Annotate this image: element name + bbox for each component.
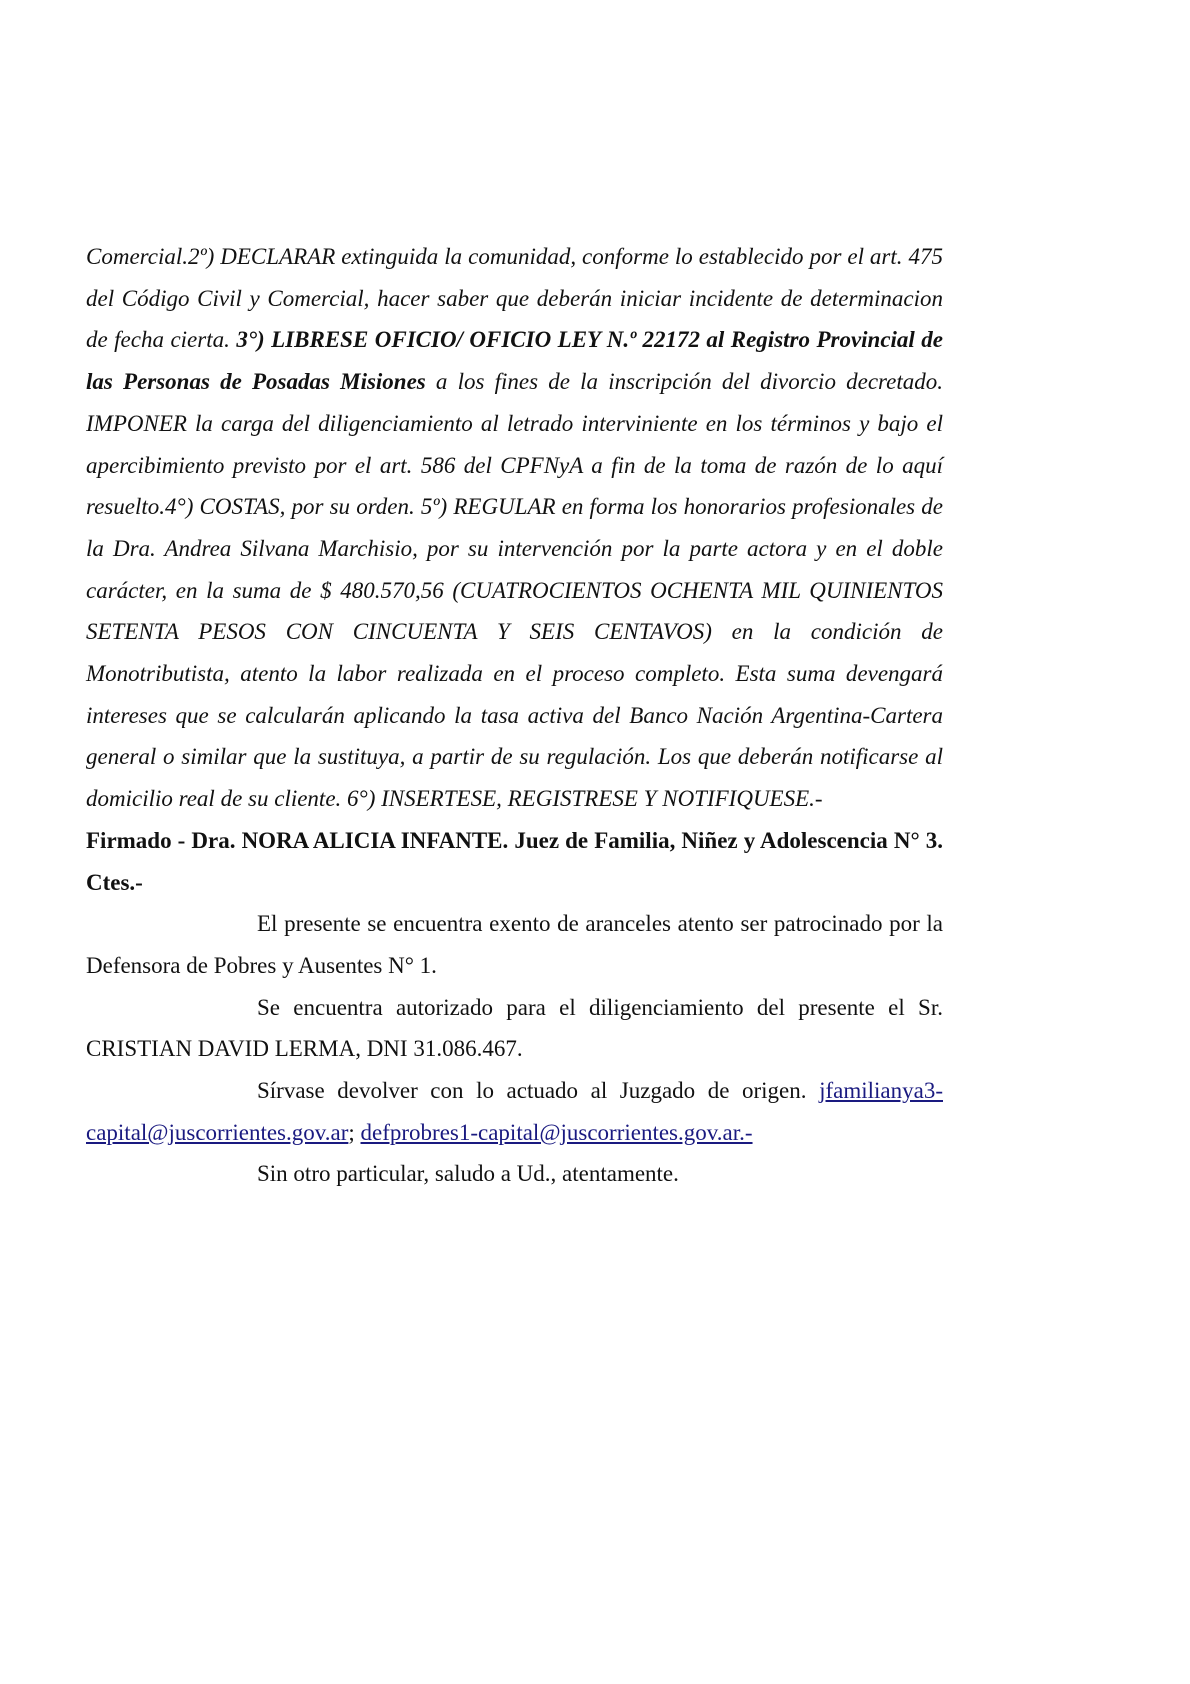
return-text: Sírvase devolver con lo actuado al Juzgado de origen.: [257, 1078, 820, 1104]
signature-line: Firmado - Dra. NORA ALICIA INFANTE. Juez de Familia, Niñez y Adolescencia N° 3. Ctes.-: [86, 827, 943, 895]
closing-paragraph: Sin otro particular, saludo a Ud., atentamente.: [257, 1161, 679, 1187]
resolution-text-part-2: a los fines de la inscripción del divorcio decretado. IMPONER la carga del diligenciamiento al letrado interviniente en los términos y bajo el apercibimiento previsto por el art. 586 del CPFNyA a fin de la toma de razón de lo aquí resuelto.4°) COSTAS, por su orden. 5º) REGULAR en forma los honorarios profesionales de la Dra. Andrea Silvana Marchisio, por su intervención por la parte actora y en el doble carácter, en la suma de $ 480.570,56 (CUATROCIENTOS OCHENTA MIL QUINIENTOS SETENTA PESOS CON CINCUENTA Y SEIS CENTAVOS) en la condición de Monotributista, atento la labor realizada en el proceso completo. Esta suma devengará intereses que se calcularán aplicando la tasa activa del Banco Nación Argentina-Cartera general o similar que la sustituya, a partir de su regulación. Los que deberán notificarse al domicilio real de su cliente. 6°) INSERTESE, REGISTRESE Y NOTIFIQUESE.-: [86, 369, 943, 812]
resolution-text-bold-order: 3°) LIBRESE OFICIO/ OFICIO LEY N.º 22172 al Registro Provincial de las Personas de Posadas Misiones: [86, 327, 943, 395]
email-separator: ;: [348, 1119, 361, 1145]
defender-email-link[interactable]: defprobres1-capital@juscorrientes.gov.ar.-: [360, 1119, 753, 1145]
resolution-text-part-1: Comercial.2º) DECLARAR extinguida la comunidad, conforme lo establecido por el art. 475 del Código Civil y Comercial, hacer saber que deberán iniciar incidente de determinacion de fecha cierta.: [86, 244, 943, 353]
document-body: [86, 236, 943, 1195]
authorized-paragraph: Se encuentra autorizado para el diligenciamiento del presente el Sr. CRISTIAN DAVID LERMA, DNI 31.086.467.: [86, 994, 943, 1062]
resolution-paragraph: [86, 236, 943, 820]
court-email-link[interactable]: jfamilianya3-capital@juscorrientes.gov.ar: [86, 1078, 943, 1145]
return-paragraph: [86, 1070, 943, 1153]
exempt-paragraph: El presente se encuentra exento de aranceles atento ser patrocinado por la Defensora de Pobres y Ausentes N° 1.: [86, 911, 943, 978]
